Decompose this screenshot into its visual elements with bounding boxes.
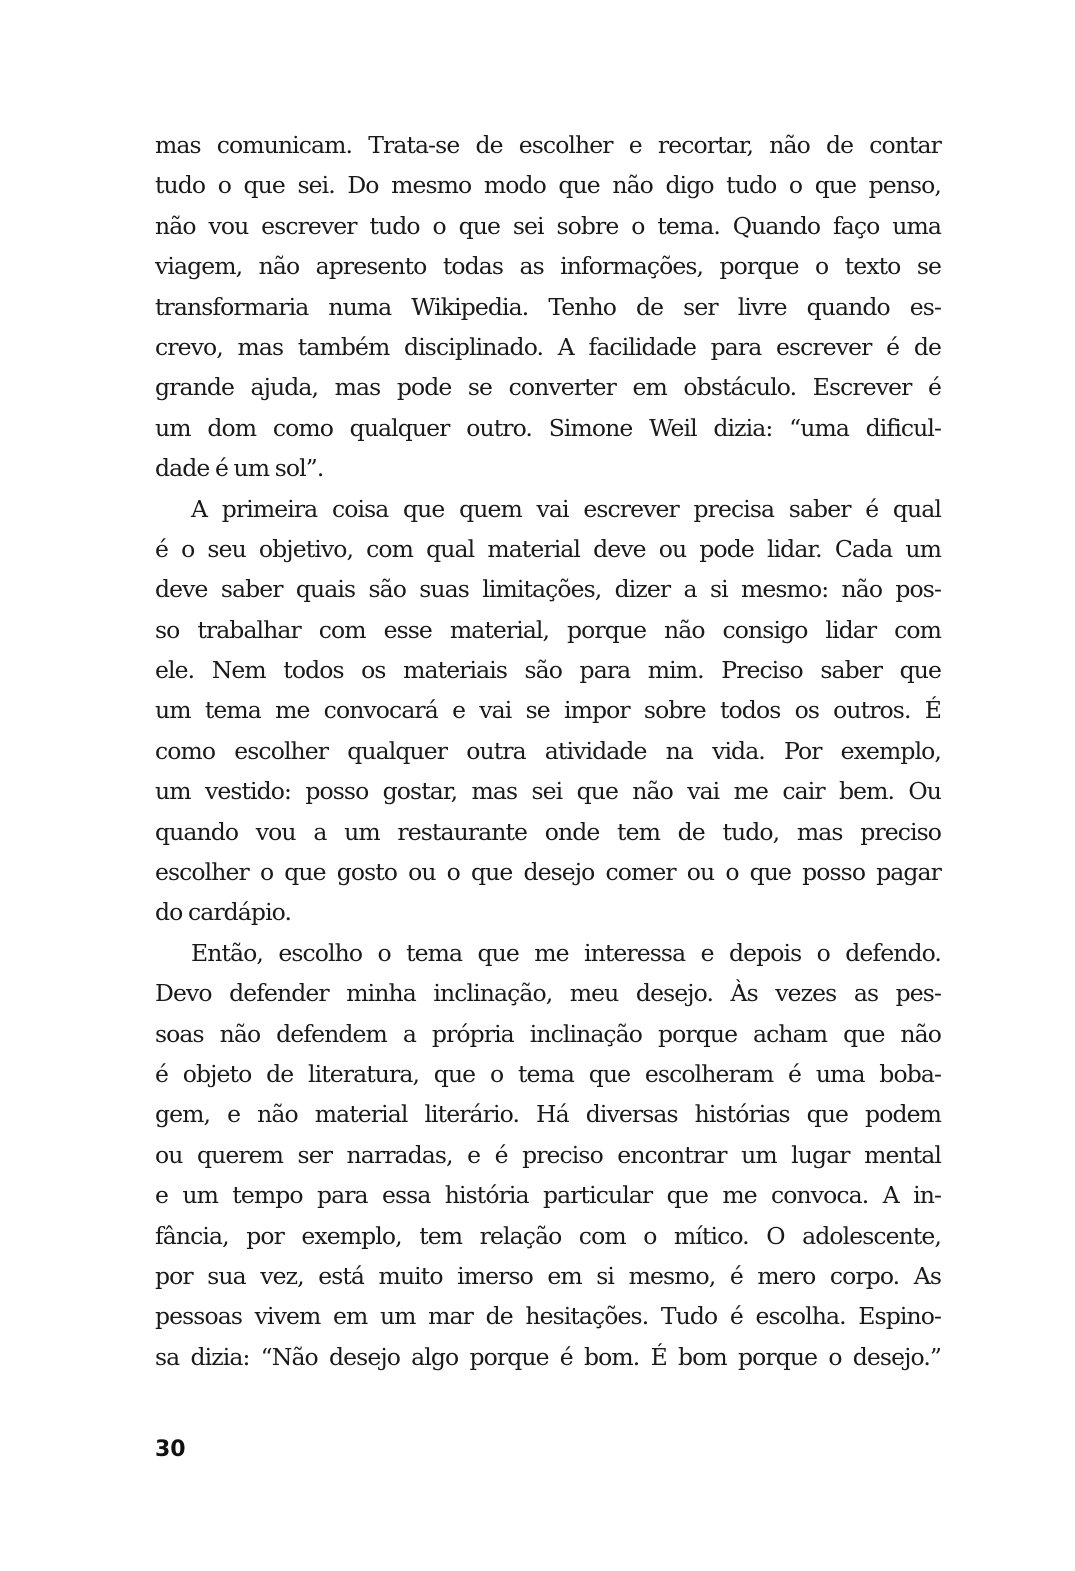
- text-line: escolher o que gosto ou o que desejo comer ou o que posso pagar: [155, 858, 941, 887]
- text-line: quando vou a um restaurante onde tem de tudo, mas preciso: [155, 817, 941, 846]
- text-line: do cardápio.: [155, 898, 292, 927]
- text-line: por sua vez, está muito imerso em si mesmo, é mero corpo. As: [155, 1261, 941, 1290]
- text-line: grande ajuda, mas pode se converter em obstáculo. Escrever é: [155, 373, 941, 402]
- text-line: tudo o que sei. Do mesmo modo que não digo tudo o que penso,: [155, 171, 941, 200]
- text-line: e um tempo para essa história particular que me convoca. A in-: [155, 1181, 941, 1210]
- body-text: [155, 125, 941, 1377]
- page-number: 30: [155, 1437, 186, 1462]
- text-line: soas não defendem a própria inclinação porque acham que não: [155, 1019, 941, 1048]
- text-line: dade é um sol”.: [155, 454, 324, 483]
- text-line: ele. Nem todos os materiais são para mim. Preciso saber que: [155, 656, 941, 685]
- text-line: crevo, mas também disciplinado. A facilidade para escrever é de: [155, 332, 941, 361]
- text-line: deve saber quais são suas limitações, dizer a si mesmo: não pos-: [155, 575, 941, 604]
- text-line: fância, por exemplo, tem relação com o mítico. O adolescente,: [155, 1221, 941, 1250]
- text-line: transformaria numa Wikipedia. Tenho de ser livre quando es-: [155, 292, 941, 321]
- text-line: como escolher qualquer outra atividade na vida. Por exemplo,: [155, 736, 941, 765]
- paragraph-3: [155, 933, 941, 1377]
- text-line: Devo defender minha inclinação, meu desejo. Às vezes as pes-: [155, 979, 941, 1008]
- text-line: ou querem ser narradas, e é preciso encontrar um lugar mental: [155, 1140, 941, 1169]
- text-line: um tema me convocará e vai se impor sobre todos os outros. É: [155, 696, 941, 725]
- paragraph-2: [155, 489, 941, 933]
- text-line: A primeira coisa que quem vai escrever precisa saber é qual: [191, 494, 941, 523]
- text-line: mas comunicam. Trata-se de escolher e recortar, não de contar: [155, 131, 941, 159]
- text-line: um vestido: posso gostar, mas sei que não vai me cair bem. Ou: [155, 777, 941, 806]
- text-line: é o seu objetivo, com qual material deve ou pode lidar. Cada um: [155, 534, 941, 563]
- text-line: sa dizia: “Não desejo algo porque é bom. É bom porque o desejo.”: [155, 1342, 941, 1371]
- paragraph-1: [155, 125, 941, 489]
- text-line: é objeto de literatura, que o tema que escolheram é uma boba-: [155, 1059, 941, 1088]
- text-line: não vou escrever tudo o que sei sobre o tema. Quando faço uma: [155, 211, 941, 240]
- text-line: so trabalhar com esse material, porque não consigo lidar com: [155, 615, 941, 644]
- text-line: um dom como qualquer outro. Simone Weil dizia: “uma dificul-: [155, 413, 941, 442]
- text-line: pessoas vivem em um mar de hesitações. Tudo é escolha. Espino-: [155, 1302, 941, 1331]
- text-line: viagem, não apresento todas as informações, porque o texto se: [155, 252, 941, 281]
- text-line: Então, escolho o tema que me interessa e depois o defendo.: [191, 938, 941, 967]
- text-line: gem, e não material literário. Há diversas histórias que podem: [155, 1100, 941, 1129]
